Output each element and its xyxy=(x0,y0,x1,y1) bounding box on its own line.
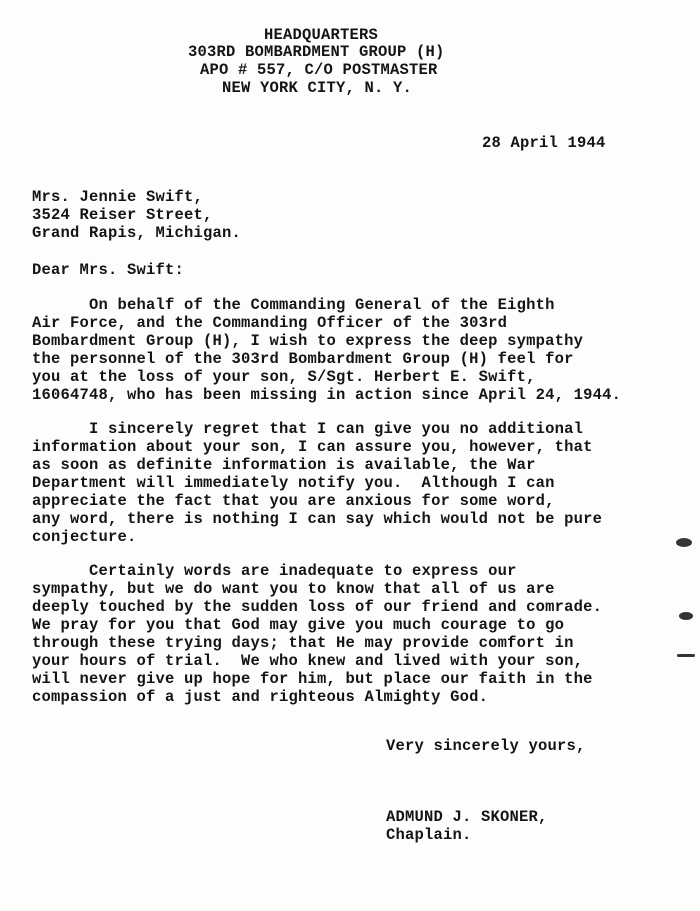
paragraph-line: conjecture. xyxy=(32,528,137,546)
paragraph-line: deeply touched by the sudden loss of our friend and comrade. xyxy=(32,598,603,616)
ink-smudge xyxy=(677,654,695,657)
paragraph-line: 16064748, who has been missing in action since April 24, 1944. xyxy=(32,386,622,404)
paragraph-line: appreciate the fact that you are anxious for some word, xyxy=(32,492,555,510)
recipient-name: Mrs. Jennie Swift, xyxy=(32,188,204,206)
letterhead-group: 303RD BOMBARDMENT GROUP (H) xyxy=(188,43,445,61)
ink-smudge xyxy=(679,612,693,620)
paragraph-line: you at the loss of your son, S/Sgt. Herbert E. Swift, xyxy=(32,368,536,386)
recipient-city: Grand Rapis, Michigan. xyxy=(32,224,242,242)
paragraph-line: compassion of a just and righteous Almighty God. xyxy=(32,688,489,706)
paragraph-line: through these trying days; that He may provide comfort in xyxy=(32,634,574,652)
paragraph-line: sympathy, but we do want you to know that all of us are xyxy=(32,580,555,598)
signature-name: ADMUND J. SKONER, xyxy=(386,808,548,826)
paragraph-line: We pray for you that God may give you much courage to go xyxy=(32,616,565,634)
paragraph-line: On behalf of the Commanding General of the Eighth xyxy=(32,296,555,314)
paragraph-line: Department will immediately notify you. Although I can xyxy=(32,474,555,492)
ink-smudge xyxy=(676,538,692,547)
letterhead-apo: APO # 557, C/O POSTMASTER xyxy=(200,61,438,79)
closing: Very sincerely yours, xyxy=(386,737,586,755)
paragraph-line: will never give up hope for him, but place our faith in the xyxy=(32,670,593,688)
paragraph-line: I sincerely regret that I can give you no additional xyxy=(32,420,584,438)
paragraph-line: Bombardment Group (H), I wish to express the deep sympathy xyxy=(32,332,584,350)
letterhead-city: NEW YORK CITY, N. Y. xyxy=(222,79,413,97)
paragraph-line: Certainly words are inadequate to express our xyxy=(32,562,517,580)
paragraph-line: any word, there is nothing I can say which would not be pure xyxy=(32,510,603,528)
salutation: Dear Mrs. Swift: xyxy=(32,261,185,279)
signature-title: Chaplain. xyxy=(386,826,472,844)
paragraph-line: the personnel of the 303rd Bombardment Group (H) feel for xyxy=(32,350,574,368)
recipient-street: 3524 Reiser Street, xyxy=(32,206,213,224)
paragraph-line: Air Force, and the Commanding Officer of the 303rd xyxy=(32,314,508,332)
paragraph-line: your hours of trial. We who knew and lived with your son, xyxy=(32,652,584,670)
letter-date: 28 April 1944 xyxy=(482,134,606,152)
paragraph-line: as soon as definite information is available, the War xyxy=(32,456,536,474)
paragraph-line: information about your son, I can assure you, however, that xyxy=(32,438,593,456)
letterhead-headquarters: HEADQUARTERS xyxy=(264,26,379,44)
